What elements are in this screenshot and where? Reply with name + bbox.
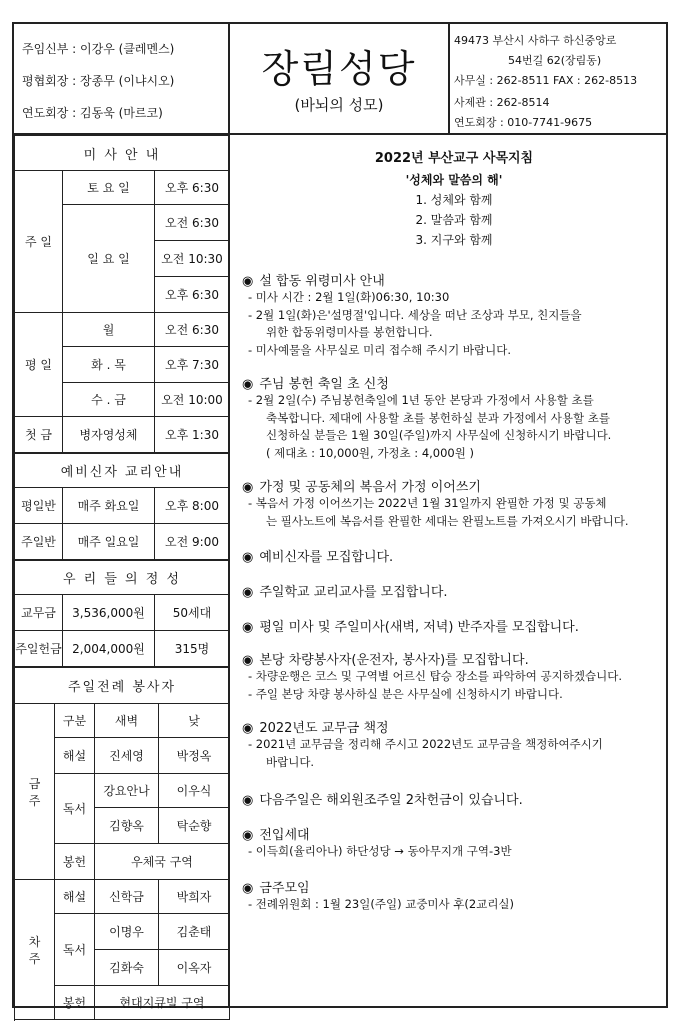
first-friday-desc: 병자영성체: [63, 417, 155, 453]
next-reading-dawn-2: 김화숙: [95, 950, 159, 986]
mass-schedule-table: [14, 135, 230, 453]
notice-heading-text: 가정 및 공동체의 복음서 가정 이어쓰기: [259, 480, 481, 495]
notice-heading: [242, 824, 666, 843]
parish-title: 장림성당: [261, 47, 417, 91]
offering-count-2: 315명: [155, 631, 230, 667]
notice-heading: [242, 373, 666, 392]
this-commentary-dawn: 진세영: [95, 738, 159, 774]
notice-heading: [242, 270, 666, 289]
guideline-item-3: 3. 지구와 함께: [415, 233, 493, 247]
sunday-time-2: 오전 10:30: [155, 241, 230, 277]
weekday-day-1: 월: [63, 313, 155, 347]
notice-heading: [242, 789, 666, 808]
offerings-table: [14, 560, 230, 667]
notices-column: [232, 135, 666, 1008]
notice-line: - 2월 2일(수) 주님봉헌축일에 1년 동안 본당과 가정에서 사용할 초를: [248, 393, 594, 407]
weekday-time-1: 오전 6:30: [155, 313, 230, 347]
catechism-title: 예비신자 교리안내: [15, 454, 230, 488]
notice-heading-text: 전입세대: [259, 828, 310, 843]
council-president-line: 평협회장 : 장종무 (이냐시오): [22, 74, 175, 88]
parish-subtitle: (바뇌의 성모): [294, 96, 384, 114]
notice-sections: [242, 270, 666, 913]
sunday-time-3: 오후 6:30: [155, 277, 230, 313]
sunday-label: 주 일: [15, 171, 63, 313]
notice-heading: [242, 581, 666, 600]
notice-heading: [242, 616, 666, 635]
this-reading-day-1: 이우식: [159, 774, 230, 808]
notice-heading-text: 주님 봉헌 축일 초 신청: [259, 377, 389, 392]
notice-line: - 주일 본당 차량 봉사하실 분은 사무실에 신청하시기 바랍니다.: [248, 686, 563, 701]
catechism-table: [14, 453, 230, 560]
pastoral-guideline-theme: '성체와 말씀의 해': [405, 173, 503, 187]
mass-title: 미 사 안 내: [15, 136, 230, 171]
guideline-item-2: 2. 말씀과 함께: [415, 213, 493, 227]
notice-line: 신청하실 분들은 1월 30일(주일)까지 사무실에 신청하시기 바랍니다.: [266, 428, 612, 442]
notice-heading-text: 2022년도 교무금 책정: [259, 721, 389, 736]
bullet-icon: ◉: [242, 480, 254, 495]
this-reading-label: 독서: [55, 774, 95, 844]
bullet-icon: ◉: [242, 793, 254, 808]
notice-line: - 미사예물을 사무실로 미리 접수해 주시기 바랍니다.: [248, 342, 512, 357]
pastor-line: 주임신부 : 이강우 (클레멘스): [22, 42, 175, 56]
this-commentary-day: 박정옥: [159, 738, 230, 774]
saturday-label: 토 요 일: [63, 171, 155, 205]
notice-heading-text: 주일학교 교리교사를 모집합니다.: [259, 585, 448, 600]
weekday-label: 평 일: [15, 313, 63, 417]
servers-table: [14, 667, 230, 1020]
notice-line: - 차량운행은 코스 및 구역별 어르신 탑승 장소를 파악하여 공지하겠습니다.: [248, 669, 622, 683]
notice-line: - 2월 1일(화)은'설명절'입니다. 세상을 떠난 조상과 부모, 친지들을: [248, 307, 582, 322]
weekday-day-2: 화 . 목: [63, 347, 155, 383]
next-reading-label: 독서: [55, 914, 95, 986]
notice-line: 축복합니다. 제대에 사용할 초를 봉헌하실 분과 가정에서 사용할 초를: [266, 410, 610, 425]
notice-line: - 복음서 가정 이어쓰기는 2022년 1월 31일까지 완필한 가정 및 공동체: [248, 496, 607, 510]
notice-heading-text: 본당 차량봉사자(운전자, 봉사자)를 모집합니다.: [259, 653, 529, 668]
office-phone: 사무실 : 262-8511 FAX : 262-8513: [454, 74, 638, 87]
notice-line: - 이득희(율리아나) 하단성당 → 동아무지개 구역-3반: [248, 844, 512, 858]
notice-line: - 전례위원회 : 1월 23일(주일) 교중미사 후(2교리실): [248, 896, 515, 911]
next-commentary-label: 해설: [55, 880, 95, 914]
sunday-time-1: 오전 6:30: [155, 205, 230, 241]
bullet-icon: ◉: [242, 721, 254, 736]
bullet-icon: ◉: [242, 550, 254, 565]
next-week-label: 차 주: [15, 880, 55, 1020]
first-friday-label: 첫 금: [15, 417, 63, 453]
address-line-1: 49473 부산시 사하구 하신중앙로: [454, 34, 617, 47]
notice-heading-text: 금주모임: [259, 880, 310, 896]
notice-line: 는 필사노트에 복음서를 완필한 세대는 완필노트를 가져오시기 바랍니다.: [266, 513, 629, 528]
this-week-label: 금 주: [15, 704, 55, 880]
this-reading-dawn-2: 김향옥: [95, 808, 159, 844]
rectory-phone: 사제관 : 262-8514: [454, 96, 550, 109]
servers-head-type: 구분: [55, 704, 95, 738]
catechism-class-2: 주일반: [15, 524, 63, 560]
notice-line: 위한 합동위령미사를 봉헌합니다.: [266, 325, 433, 339]
left-column: [14, 135, 230, 1008]
offering-amount-1: 3,536,000원: [63, 595, 155, 631]
bulletin-page: [12, 22, 668, 1008]
bullet-icon: ◉: [242, 620, 254, 635]
bullet-icon: ◉: [242, 880, 254, 896]
bullet-icon: ◉: [242, 828, 254, 843]
notice-heading-text: 설 합동 위령미사 안내: [259, 274, 385, 289]
next-reading-day-2: 이옥자: [159, 950, 230, 986]
weekday-day-3: 수 . 금: [63, 383, 155, 417]
offering-amount-2: 2,004,000원: [63, 631, 155, 667]
sunday-day-label: 일 요 일: [63, 205, 155, 313]
notice-heading: [242, 476, 666, 495]
address-line-2: 54번길 62(장림동): [508, 54, 602, 67]
header-contact: [450, 24, 666, 133]
catechism-class-1: 평일반: [15, 488, 63, 524]
header-officers: [14, 24, 230, 133]
next-offertory-group: 현대지큐빌 구역: [95, 986, 230, 1020]
next-reading-dawn-1: 이명우: [95, 914, 159, 950]
notice-heading: [242, 717, 666, 736]
yeondo-president-line: 연도회장 : 김동욱 (마르코): [22, 106, 163, 120]
notice-heading: [242, 649, 666, 668]
notice-heading-text: 평일 미사 및 주일미사(새벽, 저녁) 반주자를 모집합니다.: [259, 620, 579, 635]
weekday-time-2: 오후 7:30: [155, 347, 230, 383]
servers-head-day: 낮: [159, 704, 230, 738]
catechism-time-1: 오후 8:00: [155, 488, 230, 524]
notice-line: - 미사 시간 : 2월 1일(화)06:30, 10:30: [248, 290, 450, 304]
bullet-icon: ◉: [242, 274, 254, 289]
first-friday-time: 오후 1:30: [155, 417, 230, 453]
pastoral-guideline-title: 2022년 부산교구 사목지침: [374, 151, 534, 166]
next-commentary-dawn: 신학금: [95, 880, 159, 914]
catechism-time-2: 오전 9:00: [155, 524, 230, 560]
yeondo-phone: 연도회장 : 010-7741-9675: [454, 116, 593, 129]
weekday-time-3: 오전 10:00: [155, 383, 230, 417]
next-offertory-label: 봉헌: [55, 986, 95, 1020]
offering-type-1: 교무금: [15, 595, 63, 631]
notice-heading-text: 다음주일은 해외원조주일 2차헌금이 있습니다.: [259, 793, 523, 808]
bullet-icon: ◉: [242, 585, 254, 600]
notice-heading: [242, 546, 666, 565]
next-commentary-day: 박희자: [159, 880, 230, 914]
saturday-time: 오후 6:30: [155, 171, 230, 205]
notice-heading-text: 예비신자를 모집합니다.: [259, 550, 394, 565]
notice-line: - 2021년 교무금을 정리해 주시고 2022년도 교무금을 책정하여주시기: [248, 737, 603, 751]
this-reading-dawn-1: 강요안나: [95, 774, 159, 808]
catechism-day-1: 매주 화요일: [63, 488, 155, 524]
this-offertory-group: 우체국 구역: [95, 844, 230, 880]
offerings-title: 우 리 들 의 정 성: [15, 561, 230, 595]
notice-heading: [242, 877, 666, 896]
this-commentary-label: 해설: [55, 738, 95, 774]
notice-line: 바랍니다.: [266, 754, 315, 769]
bullet-icon: ◉: [242, 653, 254, 668]
servers-head-dawn: 새벽: [95, 704, 159, 738]
offering-count-1: 50세대: [155, 595, 230, 631]
offering-type-2: 주일헌금: [15, 631, 63, 667]
header-title-box: [230, 24, 450, 133]
guideline-item-1: 1. 성체와 함께: [415, 193, 493, 207]
next-reading-day-1: 김춘태: [159, 914, 230, 950]
this-reading-day-2: 탁순향: [159, 808, 230, 844]
bullet-icon: ◉: [242, 377, 254, 392]
servers-title: 주일전례 봉사자: [15, 668, 230, 704]
this-offertory-label: 봉헌: [55, 844, 95, 880]
catechism-day-2: 매주 일요일: [63, 524, 155, 560]
header: [14, 24, 666, 135]
notice-line: ( 제대초 : 10,000원, 가정초 : 4,000원 ): [266, 445, 474, 460]
